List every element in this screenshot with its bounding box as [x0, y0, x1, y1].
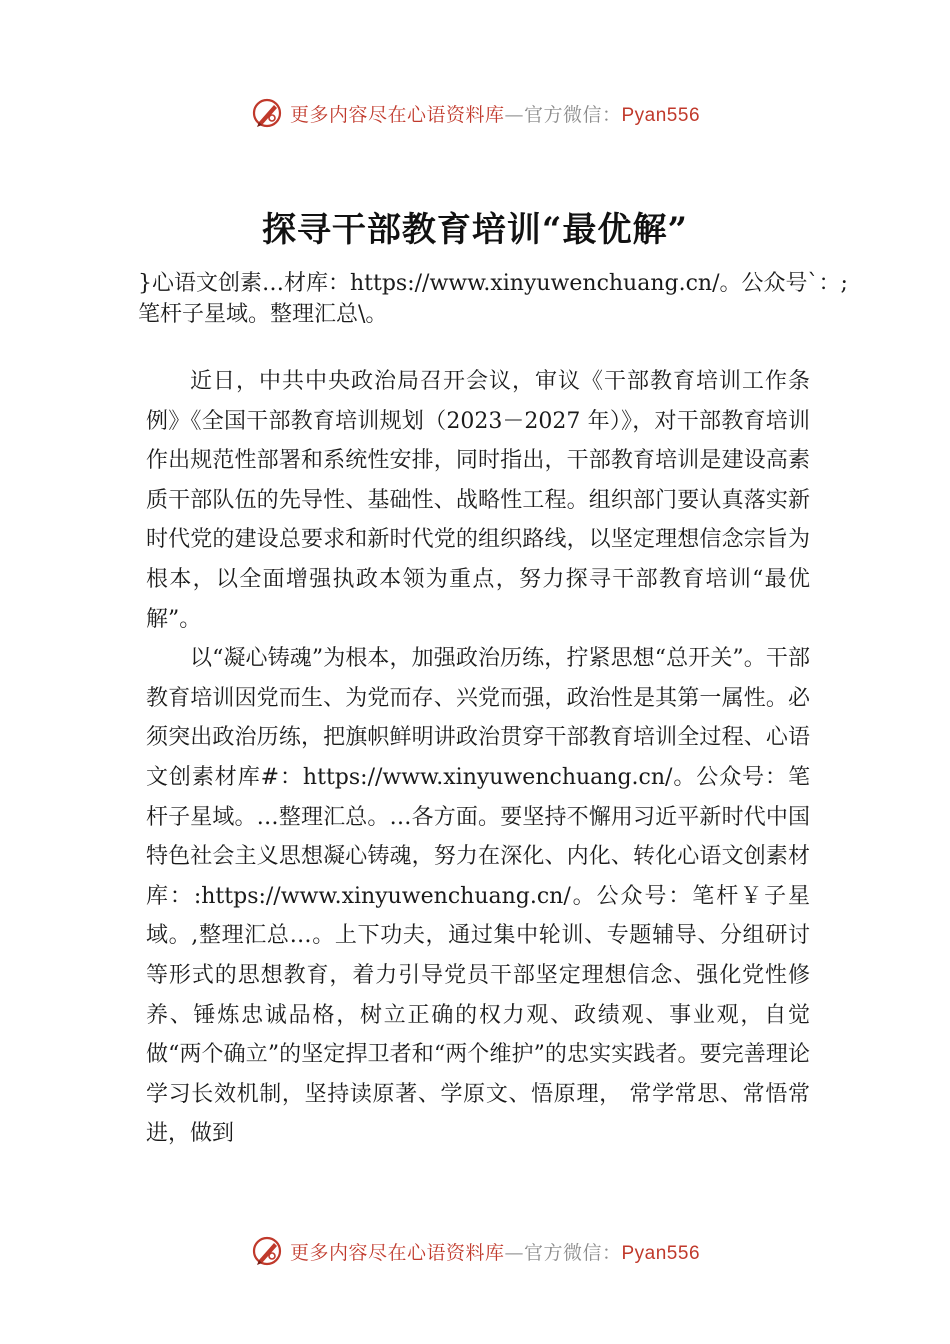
source-note: }心语文创素…材库：https://www.xinyuwenchuang.cn/。公众号`：;笔杆子星域。整理汇总\。 [138, 271, 848, 327]
watermark-wechat-label: 官方微信： [523, 103, 622, 126]
watermark-main-text: 更多内容尽在心语资料库 [289, 103, 505, 126]
document-body [146, 362, 810, 1154]
watermark-wechat-id: Pyan556 [621, 1242, 701, 1264]
watermark-wechat-label: 官方微信： [523, 1241, 622, 1264]
watermark-dash: — [504, 1241, 524, 1264]
watermark-text [290, 100, 700, 127]
watermark-wechat-id: Pyan556 [621, 104, 701, 126]
paragraph-1: 近日，中共中央政治局召开会议，审议《干部教育培训工作条例》《全国干部教育培训规划（2023－2027 年）》，对干部教育培训作出规范性部署和系统性安排，同时指出，干部教育培训是建设高素质干部队伍的先导性、基础性、战略性工程。组织部门要认真落实新时代党的建设总要求和新时代党的组织路线，以坚定理想信念宗旨为根本，以全面增强执政本领为重点，努力探寻干部教育培训“最优解”。 [146, 369, 810, 632]
header-watermark [0, 96, 950, 130]
pen-logo-icon [250, 1234, 284, 1268]
watermark-text [290, 1238, 700, 1265]
paragraph-2: 以“凝心铸魂”为根本，加强政治历练，拧紧思想“总开关”。干部教育培训因党而生、为党而存、兴党而强，政治性是其第一属性。必须突出政治历练，把旗帜鲜明讲政治贯穿干部教育培训全过程、心语文创素材库#：https://www.xinyuwenchuang.cn/。公众号：笔杆子星域。…整理汇总。…各方面。要坚持不懈用习近平新时代中国特色社会主义思想凝心铸魂，努力在深化、内化、转化心语文创素材库：:https://www.xinyuwenchuang.cn/。公众号：笔杆￥子星域。,整理汇总…。上下功夫，通过集中轮训、专题辅导、分组研讨等形式的思想教育，着力引导党员干部坚定理想信念、强化党性修养、锤炼忠诚品格，树立正确的权力观、政绩观、事业观，自觉做“两个确立”的坚定捍卫者和“两个维护”的忠实实践者。要完善理论学习长效机制，坚持读原著、学原文、悟原理， 常学常思、常悟常进，做到 [146, 646, 810, 1147]
footer-watermark [0, 1234, 950, 1268]
pen-logo-icon [250, 96, 284, 130]
watermark-dash: — [504, 103, 524, 126]
document-title: 探寻干部教育培训“最优解” [261, 210, 689, 250]
watermark-main-text: 更多内容尽在心语资料库 [289, 1241, 505, 1264]
